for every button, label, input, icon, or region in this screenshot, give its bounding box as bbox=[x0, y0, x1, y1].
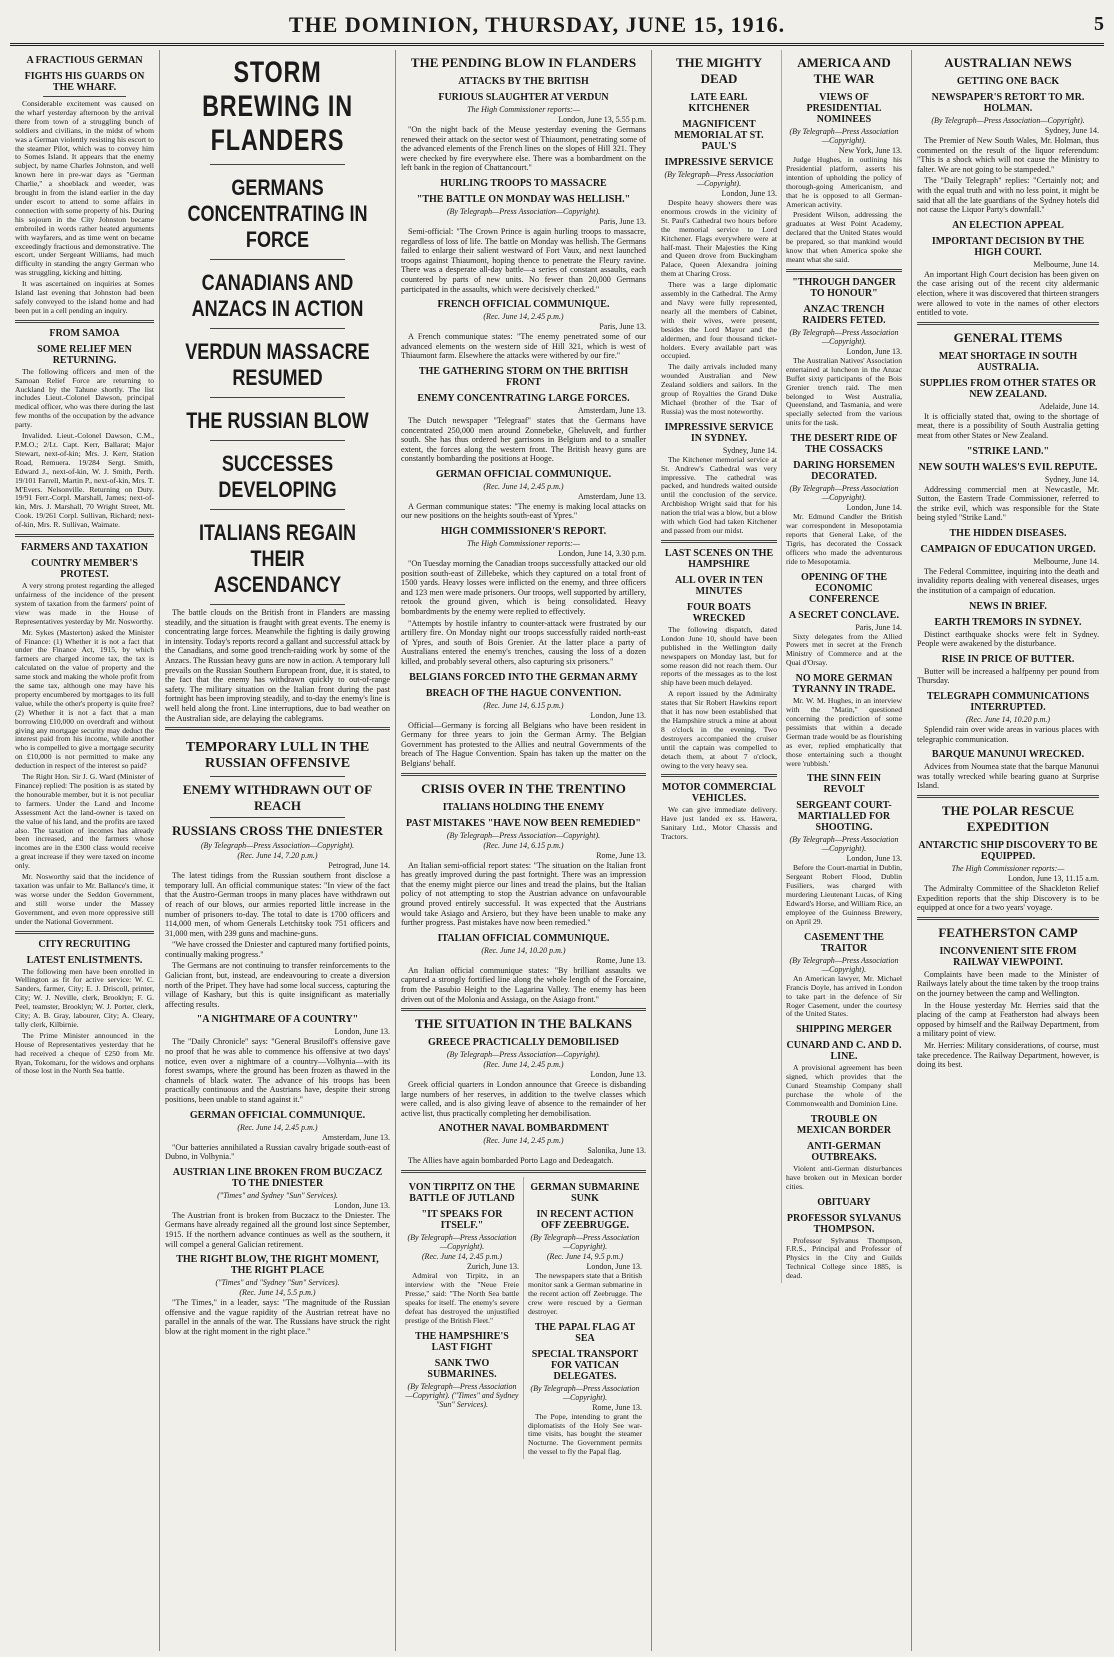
byline: (By Telegraph—Press Association—Copyright). bbox=[446, 206, 601, 216]
divider bbox=[15, 534, 154, 537]
article-paragraph: Mr. Edmund Candler the British war correspondent in Mesopotamia reports that General Lake, of the Tigris, has decorated the Cossack officers who made the adventurous ride to Mesopotamia. bbox=[786, 512, 902, 566]
subhead: "THE BATTLE ON MONDAY WAS HELLISH." bbox=[416, 193, 631, 205]
subhead: ATTACKS BY THE BRITISH bbox=[458, 76, 589, 87]
article-paragraph: The "Daily Chronicle" says: "General Brusiloff's offensive gave no proof that he was able to commence his offensive at two days' notice, even over a nightmare of a country—Volhynia—with its forest swamps, where the ground has been frozen as thawed in the channels of black water. The advance of his troops has been practically continuous and the Austrians have, despite their strong positions, been unable to stand against it." bbox=[165, 1037, 390, 1104]
dateline: London, June 13. bbox=[846, 854, 902, 864]
byline: (By Telegraph—Press Association—Copyright). bbox=[789, 327, 899, 346]
subhead: "A NIGHTMARE OF A COUNTRY" bbox=[196, 1014, 359, 1026]
divider bbox=[210, 328, 345, 329]
article-paragraph: An Italian semi-official report states: "The situation on the Italian front has greatly improved during the past fortnight. There was an impression that the enemy might pierce our lines and tread the plains, but the Italian policy of not attempting to stop the Austrian advance on unfavourable ground proved entirely successful. It was expected that the Austrians would take Asiago and Arsiero, but they have been unable to make any further progress. Past mistakes have now been remedied." bbox=[401, 860, 646, 928]
sub-column-right bbox=[524, 1177, 646, 1459]
dateline: London, June 13, 11.15 a.m. bbox=[1007, 874, 1099, 883]
dateline: London, June 13. bbox=[721, 189, 777, 198]
byline: ("Times" and "Sydney "Sun" Services). bbox=[215, 1278, 340, 1288]
column-2 bbox=[160, 50, 396, 1651]
headline: TROUBLE ON MEXICAN BORDER bbox=[796, 1113, 892, 1136]
dateline: London, June 13. bbox=[846, 346, 902, 356]
received-time: (Rec. June 14, 2.45 p.m.) bbox=[483, 312, 564, 322]
subhead: VON TIRPITZ ON THE BATTLE OF JUTLAND bbox=[408, 1182, 516, 1205]
article-paragraph: "On the night back of the Meuse yesterday evening the Germans renewed their attack on the sector west of Thiaumont, penetrating some of the advanced elements of the French lines on the slopes of Hill 321. They were checked by fire everywhere else. There was a bombardment on the left bank in the region of Chattancourt." bbox=[401, 125, 646, 173]
sub-column-left bbox=[401, 1177, 524, 1459]
byline: (By Telegraph—Press Association—Copyright). bbox=[931, 116, 1085, 125]
byline: (By Telegraph—Press Association—Copyright). ("Times" and Sydney "Sun" Services). bbox=[405, 1381, 519, 1409]
article-paragraph: The Austrian front is broken from Buczacz to the Dniester. The Germans have already regained all the ground lost since September, 1915. If the northern advance continues as well as the southern, it will compel a general Galician retirement. bbox=[165, 1210, 390, 1249]
headline: CANADIANS AND ANZACS IN ACTION bbox=[191, 270, 364, 321]
received-time: (Rec. June 14, 2.45 p.m.) bbox=[421, 1252, 503, 1262]
article-paragraph: "Attempts by hostile infantry to counter-attack were frustrated by our artillery fire. On Monday night our troops successfully raided north-east of Ypres, and south of Bois Grenier. At the latter place a party of Australians entered the enemy's trenches, causing the loss of a dozen killed, and probably several others, also capturing six prisoners." bbox=[401, 618, 646, 666]
headline: THE DESERT RIDE OF THE COSSACKS bbox=[790, 433, 898, 456]
sub-columns bbox=[657, 50, 906, 1283]
subhead: ANZAC TRENCH RAIDERS FETED. bbox=[802, 303, 886, 326]
subhead: DARING HORSEMEN DECORATED. bbox=[793, 460, 895, 483]
article-paragraph: The following officers and men of the Samoan Relief Force are returning to Auckland by the Tahune shortly. The list includes Lieut.-Colonel Dawson, principal medical officer, who was there during the last few months of the occupation by the advance party. bbox=[15, 366, 154, 430]
subhead: SANK TWO SUBMARINES. bbox=[427, 1357, 497, 1380]
byline: (By Telegraph—Press Association—Copyright). bbox=[789, 955, 899, 974]
subhead: ANOTHER NAVAL BOMBARDMENT bbox=[438, 1123, 609, 1135]
article-paragraph: The Prime Minister announced in the House of Representatives yesterday that he had received a cheque of £250 from Mr. Ryan, Tokomaru, for the widows and orphans of those lost in the North Sea battle. bbox=[15, 1030, 154, 1076]
dateline: Zurich, June 13. bbox=[467, 1262, 519, 1272]
headline: THE POLAR RESCUE EXPEDITION bbox=[941, 803, 1075, 834]
headline: FROM SAMOA bbox=[49, 327, 120, 339]
subhead: IMPORTANT DECISION BY THE HIGH COURT. bbox=[931, 235, 1085, 258]
headline: FARMERS AND TAXATION bbox=[20, 542, 149, 554]
received-time: (Rec. June 14, 2.45 p.m.) bbox=[483, 1060, 564, 1070]
divider bbox=[165, 727, 390, 730]
article-paragraph: The Admiralty Committee of the Shackleton Relief Expedition reports that the ship Discovery is to be equipped at once for a two years' voyage. bbox=[917, 884, 1099, 913]
received-time: (Rec. June 14, 10.20 p.m.) bbox=[965, 715, 1051, 725]
headline: CITY RECRUITING bbox=[38, 938, 131, 950]
received-time: (Rec. June 14, 2.45 p.m.) bbox=[237, 1122, 318, 1132]
article-paragraph: Distinct earthquake shocks were felt in Sydney. People were awakened by the disturbance. bbox=[917, 629, 1099, 649]
article-paragraph: Mr. Sykes (Masterton) asked the Minister of Finance: (1) Whether it is not a fact that under the Finance Act, 1915, by which farmers are charged income tax, the tax is calculated on the value of property and the same stock and making the whole profit from the same tax, although one may have his property encumbered by mortgages to its full value, while the other's property is quite free? (2) Whether it is not a fact that a man borrowing £10,000 on overdraft and without giving any mortgage security may deduct the interest paid from his income, while another who is compelled to give a mortgage security on £10,000 is not permitted to make any deduction in respect of the interest so paid? bbox=[15, 627, 154, 771]
article-paragraph: Butter will be increased a halfpenny per pound from Thursday. bbox=[917, 666, 1099, 686]
subhead: PAST MISTAKES "HAVE NOW BEEN REMEDIED" bbox=[406, 817, 641, 829]
headline: THE PENDING BLOW IN FLANDERS bbox=[410, 55, 637, 70]
subhead: MAGNIFICENT MEMORIAL AT ST. PAUL'S bbox=[674, 119, 764, 152]
dateline: Sydney, June 14. bbox=[1044, 126, 1099, 135]
headline: OPENING OF THE ECONOMIC CONFERENCE bbox=[800, 571, 888, 605]
subhead: MEAT SHORTAGE IN SOUTH AUSTRALIA. bbox=[938, 350, 1078, 373]
article-paragraph: The newspapers state that a British monitor sank a German submarine in the recent action off Zeebrugge. The crew were rescued by a German destroyer. bbox=[528, 1271, 642, 1316]
dateline: Paris, June 13. bbox=[599, 322, 646, 332]
byline: (By Telegraph—Press Association—Copyright). bbox=[446, 1050, 601, 1060]
dateline: London, June 13. bbox=[590, 710, 646, 720]
headline: OBITUARY bbox=[817, 1196, 871, 1208]
byline: (By Telegraph—Press Association—Copyright). bbox=[530, 1383, 640, 1402]
main-headline: STORM BREWING IN FLANDERS bbox=[202, 56, 353, 157]
subhead: THE HAMPSHIRE'S LAST FIGHT bbox=[415, 1330, 509, 1353]
article-paragraph: "On Tuesday morning the Canadian troops successfully attacked our old position south-east of Zillebeke, which they captured on a total front of 1500 yards. Heavy losses were inflicted on the enemy, and three officers and 123 men were made prisoners. Our troops, well supported by artillery, retook the ground given, which is being consolidated. Heavy bombardments by the enemy were replied to effectively. bbox=[401, 559, 646, 617]
subhead: THE PAPAL FLAG AT SEA bbox=[534, 1321, 636, 1344]
received-time: (Rec. June 14, 7.20 p.m.) bbox=[237, 851, 318, 861]
article-paragraph: Greek official quarters in London announce that Greece is disbanding large numbers of her reserves, in addition to the twelve classes which were called, and is also giving leave of absence to the remainder of her active list, thus practically completing her demobilisation. bbox=[401, 1080, 646, 1118]
divider bbox=[401, 773, 646, 776]
divider bbox=[15, 320, 154, 323]
article-paragraph: The Federal Committee, inquiring into the death and invalidity reports dealing with venereal diseases, urges the institution of a campaign of education. bbox=[917, 566, 1099, 596]
divider bbox=[401, 1170, 646, 1173]
subhead: "IT SPEAKS FOR ITSELF." bbox=[421, 1209, 503, 1232]
article-paragraph: "We have crossed the Dniester and captured many fortified points, continually making progress." bbox=[165, 940, 390, 959]
headline: THE MIGHTY DEAD bbox=[675, 55, 763, 86]
byline: ("Times" and Sydney "Sun" Services). bbox=[217, 1190, 338, 1200]
article-paragraph: Before the Court-martial in Dublin, Sergeant Robert Flood, Dublin Fusiliers, was charged with murdering Lieutenant Lucas, of King Edward's Horse, and William Rice, an employee of the Guinness Brewery, on April 29. bbox=[786, 863, 902, 926]
subhead: RISE IN PRICE OF BUTTER. bbox=[941, 653, 1075, 665]
received-time: (Rec. June 14, 9.5 p.m.) bbox=[546, 1252, 624, 1262]
article-paragraph: Invalided. Lieut.-Colonel Dawson, C.M., P.M.O.; 2/Lt. Capt. Kerr, Ballarat; Major Stewart, next-of-kin; Mrs. J. Kerr, Station Road, Remuera. 19/284 Sergt. Smith, Edward J., next-of-kin, W. J. Smith, Perth. 19/101 Farrell, Martin P., next-of-kin, Mrs. T. M'Evers. Nelsonville. Returning on Duty. 19/91 Ferr.-Corpl. Marshall, James; next-of-kin, Mrs. J. Marshall, 70 Wright Street, Mt. Cook. 19/261 Corpl. Sullivan, Richard; next-of-kin, Mrs. R. Sullivan, Waimate. bbox=[15, 431, 154, 530]
divider bbox=[210, 604, 345, 605]
byline: The High Commissioner reports:— bbox=[467, 105, 580, 114]
dateline: London, June 13. bbox=[334, 1027, 390, 1037]
dateline: Melbourne, June 14. bbox=[1033, 259, 1099, 269]
subhead: GETTING ONE BACK bbox=[956, 76, 1060, 87]
received-time: (Rec. June 14, 2.45 p.m.) bbox=[483, 481, 564, 491]
page-number: 5 bbox=[1094, 13, 1104, 35]
column-5 bbox=[912, 50, 1104, 1651]
divider bbox=[917, 795, 1099, 798]
dateline: Petrograd, June 14. bbox=[328, 861, 390, 871]
dateline: Amsterdam, June 13. bbox=[578, 491, 646, 501]
article-paragraph: An Italian official communique states: "By brilliant assaults we captured a strongly fortified line along the whole length of the Forcaine, from the Pasubio Height to the Lagarina Valley. The enemy has been driven out of the Molonia and Assiaga, on the Asiago front." bbox=[401, 965, 646, 1004]
advert-heading: MOTOR COMMERCIAL VEHICLES. bbox=[662, 782, 776, 805]
dateline: Sydney, June 14. bbox=[1044, 474, 1099, 484]
subhead: EARTH TREMORS IN SYDNEY. bbox=[934, 616, 1082, 628]
divider bbox=[210, 776, 345, 777]
article-paragraph: "Our batteries annihilated a Russian cavalry brigade south-east of Dubno, in Volhynia." bbox=[165, 1142, 390, 1162]
subhead: THE RIGHT BLOW, THE RIGHT MOMENT, THE RIGHT PLACE bbox=[176, 1254, 379, 1277]
subhead: COUNTRY MEMBER'S PROTEST. bbox=[31, 558, 138, 581]
subhead: SOME RELIEF MEN RETURNING. bbox=[37, 343, 132, 366]
article-paragraph: Violent anti-German disturbances have broken out in Mexican border cities. bbox=[786, 1163, 902, 1191]
article-paragraph: An American lawyer, Mr. Michael Francis Doyle, has arrived in London to take part in the defence of Sir Roger Casement, under the courtesy of the United States. bbox=[786, 973, 902, 1019]
subhead: PROFESSOR SYLVANUS THOMPSON. bbox=[786, 1212, 902, 1235]
article-paragraph: Official—Germany is forcing all Belgians who have been resident in Germany for three years to join the German Army. The Belgian Government has protested to the Allies and neutral Governments of the breach of The Hague Convention. Spain has taken up the matter on the Belgians' behalf. bbox=[401, 720, 646, 768]
byline: (By Telegraph—Press Association—Copyright). bbox=[789, 835, 899, 854]
headline: AN ELECTION APPEAL bbox=[952, 219, 1064, 231]
subhead: SPECIAL TRANSPORT FOR VATICAN DELEGATES. bbox=[531, 1348, 639, 1382]
divider bbox=[210, 164, 345, 165]
subhead: BREACH OF THE HAGUE CONVENTION. bbox=[425, 687, 622, 699]
subhead: RUSSIANS CROSS THE DNIESTER bbox=[171, 823, 384, 839]
divider bbox=[43, 96, 126, 97]
divider bbox=[917, 322, 1099, 325]
headline: "THROUGH DANGER TO HONOUR" bbox=[792, 276, 896, 299]
received-time: (Rec. June 14, 10.20 p.m.) bbox=[481, 945, 566, 955]
subhead: GREECE PRACTICALLY DEMOBILISED bbox=[428, 1037, 619, 1049]
headline: GERMANS CONCENTRATING IN FORCE bbox=[187, 175, 368, 252]
byline: (By Telegraph—Press Association—Copyright). bbox=[789, 127, 899, 145]
subhead: A SECRET CONCLAVE. bbox=[789, 609, 899, 621]
subhead: FIGHTS HIS GUARDS ON THE WHARF. bbox=[24, 71, 145, 93]
subhead: ANTARCTIC SHIP DISCOVERY TO BE EQUIPPED. bbox=[918, 840, 1098, 862]
received-time: (Rec. June 14, 5.5 p.m.) bbox=[239, 1288, 316, 1298]
article-paragraph: "The Times," in a leader, says: "The magnitude of the Russian offensive and the vague rapidity of the Austrian retreat have no parallel in the annals of the war. The Russians have struck the right blow at the right moment in the right place." bbox=[165, 1298, 390, 1336]
article-paragraph: A very strong protest regarding the alleged unfairness of the incidence of the present system of taxation from the farmers' point of view was made in the House of Representatives yesterday by Mr. Nosworthy. bbox=[15, 581, 154, 626]
article-paragraph: Sixty delegates from the Allied Powers met in secret at the French Ministry of Commerce and at the Quai d'Orsay. bbox=[786, 631, 902, 668]
dateline: Paris, June 14. bbox=[855, 622, 902, 632]
divider bbox=[786, 269, 902, 272]
headline: VERDUN MASSACRE RESUMED bbox=[185, 339, 370, 390]
dateline: Rome, June 13. bbox=[592, 1402, 642, 1412]
article-paragraph: The "Daily Telegraph" replies: "Certainly not; and with the equal truth and with no less point, it might be said that all the late guardians of the Sydney hotels did not cause the Liquor Party's downfall." bbox=[917, 176, 1099, 215]
divider bbox=[210, 817, 345, 818]
article-paragraph: Complaints have been made to the Minister of Railways lately about the time taken by the troop trains on the journey between the camp and Wellington. bbox=[917, 969, 1099, 998]
subhead: IMPRESSIVE SERVICE IN SYDNEY. bbox=[664, 421, 774, 444]
article-paragraph: President Wilson, addressing the graduates at West Point Academy, declared that the United States would be prepared, so that mankind would know that when America spoke she meant what she said. bbox=[786, 210, 902, 264]
divider bbox=[210, 259, 345, 260]
dateline: New York, June 13. bbox=[838, 146, 902, 155]
article-paragraph: In the House yesterday Mr. Herries said that the placing of the camp at Featherston had always been opposed by himself and the Railway Department, from a military point of view. bbox=[917, 1000, 1099, 1039]
divider bbox=[210, 440, 345, 441]
dateline: London, June 14. bbox=[846, 503, 902, 513]
divider bbox=[917, 917, 1099, 920]
article-paragraph: Mr. Nosworthy said that the incidence of taxation was unfair to Mr. Ballance's time, it was worse under the Seddon Government, and still worse under the Massey Government, and even more oppressive still under the National Government. bbox=[15, 872, 154, 926]
subhead: GERMAN SUBMARINE SUNK bbox=[530, 1182, 640, 1205]
byline: The High Commissioner reports:— bbox=[951, 864, 1065, 873]
article-paragraph: Splendid rain over wide areas in various places with telegraphic communication. bbox=[917, 725, 1099, 744]
headline: AUSTRALIAN NEWS bbox=[944, 55, 1072, 70]
article-paragraph: There was a large diplomatic assembly in the Cathedral. The Army and Navy were fully represented, nearly all the members of Cabinet, with their wives, were present, besides the Lord Mayor and the aldermen, and four thousand ticket-holders. Every available part was occupied. bbox=[661, 280, 777, 361]
headline: SUCCESSES DEVELOPING bbox=[218, 451, 337, 502]
article-paragraph: A German communique states: "The enemy is making local attacks on our new positions on the heights south-east of Ypres." bbox=[401, 501, 646, 521]
subhead: THE HIDDEN DISEASES. bbox=[949, 527, 1067, 539]
divider bbox=[401, 1008, 646, 1011]
headline: SHIPPING MERGER bbox=[796, 1024, 892, 1036]
headline: CASEMENT THE TRAITOR bbox=[804, 931, 884, 954]
article-paragraph: Admiral von Tirpitz, in an interview with the "Neue Freie Presse," said: "The North Sea battle speaks for itself. The enemy's severe defeat has destroyed the unjustified prestige of the British Fleet." bbox=[405, 1271, 519, 1325]
headline: A FRACTIOUS GERMAN bbox=[26, 55, 143, 66]
dateline: Amsterdam, June 13. bbox=[322, 1132, 390, 1142]
article-paragraph: Mr. W. M. Hughes, in an interview with the "Matin," questioned concerning the prediction of some pessimists that within a decade German trade would be as flourishing as ever, replied emphatically that those entertaining such a thought were 'rubbish.' bbox=[786, 696, 902, 768]
article-paragraph: The Pope, intending to grant the diplomatists of the Holy See war-time visits, has bought the steamer Nocturne. The Government permits the vessel to fly the Papal flag. bbox=[528, 1411, 642, 1457]
subhead: NEWSPAPER'S RETORT TO MR. HOLMAN. bbox=[931, 92, 1085, 114]
masthead bbox=[10, 6, 1104, 46]
article-paragraph: Semi-official: "The Crown Prince is again hurling troops to massacre, regardless of loss of life. The battle on Monday was hellish. The Germans failed to enlarge their salient westward of Fort Vaux, and next launched troops against Thiaumont, hoping thence to penetrate the Fleury ravine. There was a desperate all-day battle—a series of constant assaults, each countered by parts of new units. No fewer than 20,000 Germans participated in the assaults, which were decisively checked." bbox=[401, 226, 646, 294]
article-paragraph: A provisional agreement has been signed, which provides that the Cunard Steamship Company shall purchase the whole of the Commonwealth and Dominion Line. bbox=[786, 1063, 902, 1108]
subhead: HURLING TROOPS TO MASSACRE bbox=[440, 177, 607, 189]
subhead: ITALIANS HOLDING THE ENEMY bbox=[442, 801, 605, 813]
article-paragraph: The Australian Natives' Association entertained at luncheon in the Anzac Buffet sixty participants of the Bois Grenier trench raid. The men belonged to West Australia, Queensland, and Tasmania, and were specially selected from the various units for the task. bbox=[786, 355, 902, 428]
dateline: Paris, June 13. bbox=[599, 216, 646, 226]
article-paragraph: A report issued by the Admiralty states that Sir Robert Hawkins report that it has now been established that the Hampshire struck a mine at about 8 o'clock in the evening. Two destroyers accompanied the cruiser until the captain was compelled to detach them, at about 7 o'clock, owing to the very heavy sea. bbox=[661, 689, 777, 770]
byline: (By Telegraph—Press Association—Copyright). bbox=[530, 1233, 640, 1252]
article-paragraph: A French communique states: "The enemy penetrated some of our advanced elements on the western side of Hill 321, which is west of Thiaumont farm. Elsewhere the attacks were withered by our fire." bbox=[401, 332, 646, 361]
subhead: IMPRESSIVE SERVICE bbox=[664, 157, 774, 168]
article-paragraph: Considerable excitement was caused on the wharf yesterday afternoon by the arrival there from town of a struggling bunch of soldiers and civilians, in the midst of whom was a German violently resisting his escort to the steamer Pilot, which was to convey him to Somes Island. It appears that the enemy subject, by name Charles Johnston, and well known here in pre-war days as "German Charlie," a shoeblack and weeder, was brought in from the island earlier in the day under escort to attend to some affairs in connection with some property of his. During his sojourn in the City Johnston became embroiled in words rather heated arguments with wayfarers, and as time went on became exceedingly fractious and demonstrative. The escort, under Sergeant Williams, had much difficulty in standing the angry German who was struggling, kicking and hitting. bbox=[15, 99, 154, 278]
sub-column-left bbox=[657, 50, 782, 1283]
article-paragraph: An important High Court decision has been given on the case arising out of the recent city aldermanic election, where it was discovered that thirteen strangers were allowed to vote in the names of other electors entitled to vote. bbox=[917, 269, 1099, 318]
dateline: London, June 13, 5.55 p.m. bbox=[558, 115, 646, 124]
received-time: (Rec. June 14, 2.45 p.m.) bbox=[483, 1136, 564, 1146]
article-paragraph: The Premier of New South Wales, Mr. Holman, thus commented on the result of the liquor referendum: "This is a shock which will not cause the Ministry to falter. We are not going to be stampeded." bbox=[917, 136, 1099, 174]
column-3 bbox=[396, 50, 652, 1651]
headline: GENERAL ITEMS bbox=[953, 329, 1063, 345]
subhead: LATE EARL KITCHENER bbox=[688, 92, 750, 114]
byline: (By Telegraph—Press Association—Copyright). bbox=[200, 841, 355, 851]
byline: (By Telegraph—Press Association—Copyright). bbox=[446, 830, 601, 840]
article-paragraph: Despite heavy showers there was enormous crowds in the vicinity of St. Paul's Cathedral two hours before the memorial service to Lord Kitchener. Flags everywhere were at half-mast. Their Majesties the King and Queen drove from Buckingham Palace, Queen Alexandra joining them at Charing Cross. bbox=[661, 198, 777, 279]
subhead: BELGIANS FORCED INTO THE GERMAN ARMY bbox=[409, 671, 638, 683]
article-paragraph: The Right Hon. Sir J. G. Ward (Minister of Finance) replied: The position is as stated by the honourable member, but it is not peculiar to farmers. Under the Land and Income Assessment Act the land-owner is taxed on the value of his land, and the profits are taxed also. The taxation of incomes has already been increased, and the farmers whose incomes are in the £300 class would receive a great increase if they were taxed on income only. bbox=[15, 772, 154, 871]
columns bbox=[10, 50, 1104, 1651]
headline: AMERICA AND THE WAR bbox=[797, 55, 891, 86]
subhead: FOUR BOATS WRECKED bbox=[687, 601, 751, 624]
subhead: INCONVENIENT SITE FROM RAILWAY VIEWPOINT. bbox=[939, 945, 1077, 968]
article-paragraph: The following dispatch, dated London June 10, should have been published in the Wellington daily newspapers on Monday last, but for some reason did not reach them. Our reports of the messages as to the lost ship have been much delayed. bbox=[661, 624, 777, 688]
subhead: ANTI-GERMAN OUTBREAKS. bbox=[807, 1140, 881, 1163]
divider bbox=[15, 931, 154, 934]
headline: FEATHERSTON CAMP bbox=[938, 924, 1078, 940]
dateline: London, June 14, 3.30 p.m. bbox=[558, 549, 646, 559]
headline: CRISIS OVER IN THE TRENTINO bbox=[421, 780, 626, 796]
subhead: ITALIAN OFFICIAL COMMUNIQUE. bbox=[437, 932, 610, 944]
dateline: Amsterdam, June 13. bbox=[578, 405, 646, 415]
article-paragraph: The Allies have again bombarded Porto Lago and Dedeagatch. bbox=[408, 1156, 614, 1166]
dateline: Sydney, June 14. bbox=[722, 445, 777, 455]
article-paragraph: The Kitchener memorial service at St. Andrew's Cathedral was very impressive. The cathedral was packed, and hundreds waited outside until the conclusion of the service. Archbishop Wright said that for his nation the trial was a blow, but a blow with which God had taken Kitchener and passed from our midst. bbox=[661, 454, 777, 535]
article-paragraph: Mr. Herries: Military considerations, of course, must take precedence. The Railway Department, however, is doing its best. bbox=[917, 1040, 1099, 1070]
subhead: NEW SOUTH WALES'S EVIL REPUTE. bbox=[918, 461, 1098, 473]
headline: LAST SCENES ON THE HAMPSHIRE bbox=[664, 547, 774, 570]
sub-column-right bbox=[782, 50, 906, 1283]
headline: THE SITUATION IN THE BALKANS bbox=[415, 1016, 632, 1032]
article-paragraph: The daily arrivals included many wounded Australian and New Zealand soldiers and sailors. In the group of Royalties the Grand Duke Michael (brother of the Tsar of Russia) was the most noteworthy. bbox=[661, 362, 777, 416]
subhead: GERMAN OFFICIAL COMMUNIQUE. bbox=[189, 1109, 366, 1121]
article-paragraph: The Dutch newspaper "Telegraaf" states that the Germans have concentrated 250,000 men around Zonnebeke, Gheluvelt, and further south. She has thus ordered her garrisons in Belgium and to a smaller extent, the forces along the western front. The British heavy guns are constantly bombarding the positions at Hooge. bbox=[401, 415, 646, 464]
article-paragraph: It is officially stated that, owing to the shortage of meat, there is a possibility of South Australia getting meat from other States or New Zealand. bbox=[917, 411, 1099, 440]
subhead: ENEMY WITHDRAWN OUT OF REACH bbox=[182, 782, 373, 814]
subhead: "STRIKE LAND." bbox=[966, 445, 1050, 457]
dateline: London, June 13. bbox=[586, 1262, 642, 1272]
subhead: FURIOUS SLAUGHTER AT VERDUN bbox=[438, 92, 609, 103]
subhead: LATEST ENLISTMENTS. bbox=[26, 954, 143, 966]
divider bbox=[210, 397, 345, 398]
article-paragraph: The latest tidings from the Russian southern front disclose a temporary lull. An official communique states: "In view of the fact that the Austro-German troops in many places have withdrawn out of reach of our blows, our armies reported little increase in the number of prisoners to-day. The total to date is 1700 officers and 114,000 men, of whom Generals Letchitsky took 751 officers and 31,000 men, with 239 guns and machine-guns. bbox=[165, 871, 390, 938]
subhead: FRENCH OFFICIAL COMMUNIQUE. bbox=[437, 299, 610, 311]
byline: (By Telegraph—Press Association—Copyright). bbox=[664, 170, 774, 188]
divider bbox=[661, 540, 777, 543]
subhead: ENEMY CONCENTRATING LARGE FORCES. bbox=[417, 392, 630, 404]
dateline: Adelaide, June 14. bbox=[1039, 401, 1099, 411]
dateline: London, June 13. bbox=[590, 1070, 646, 1080]
subhead: AUSTRIAN LINE BROKEN FROM BUCZACZ TO THE DNIESTER bbox=[172, 1166, 383, 1189]
dateline: Melbourne, June 14. bbox=[1033, 556, 1099, 566]
subhead: SUPPLIES FROM OTHER STATES OR NEW ZEALAND. bbox=[919, 377, 1097, 400]
subhead: NO MORE GERMAN TYRANNY IN TRADE. bbox=[792, 673, 896, 696]
subhead: THE GATHERING STORM ON THE BRITISH FRONT bbox=[418, 365, 629, 388]
subhead: BARQUE MANUNUI WRECKED. bbox=[931, 749, 1085, 761]
subhead: IN RECENT ACTION OFF ZEEBRUGGE. bbox=[536, 1209, 634, 1232]
dateline: Rome, June 13. bbox=[596, 850, 646, 860]
column-1 bbox=[10, 50, 160, 1651]
article-paragraph: It was ascertained on inquiries at Somes Island last evening that Johnston had been safely conveyed to the island home and had been put in a cell pending an inquiry. bbox=[15, 279, 154, 315]
headline: TEMPORARY LULL IN THE RUSSIAN OFFENSIVE bbox=[185, 740, 370, 772]
article-paragraph: The Germans are not continuing to transfer reinforcements to the Galician front, but, instead, are endeavouring to create a diversion north of the Pripet. They have had some local success, capturing the village of Kashary, but this is quite insignificant as materially affecting results. bbox=[165, 961, 390, 1009]
dateline: Rome, June 13. bbox=[596, 955, 646, 965]
dateline: Salonika, June 13. bbox=[587, 1146, 646, 1156]
byline: (By Telegraph—Press Association—Copyright). bbox=[407, 1233, 517, 1252]
article-paragraph: Advices from Noumea state that the barque Manunui was totally wrecked while bearing guano at Surprise Island. bbox=[917, 762, 1099, 791]
subhead: VIEWS OF PRESIDENTIAL NOMINEES bbox=[806, 92, 882, 125]
divider bbox=[210, 509, 345, 510]
headline: THE SINN FEIN REVOLT bbox=[807, 773, 881, 796]
advert-text: We can give immediate delivery. Have just landed ex ss. Hawera, Sanitary Ltd., Motor Chassis and Tractors. bbox=[661, 805, 777, 842]
column-4 bbox=[652, 50, 912, 1651]
subhead: NEWS IN BRIEF. bbox=[969, 600, 1047, 612]
subhead: TELEGRAPH COMMUNICATIONS INTERRUPTED. bbox=[926, 691, 1090, 714]
byline: The High Commissioner reports:— bbox=[467, 539, 580, 549]
article-paragraph: Addressing commercial men at Newcastle, Mr. Sutton, the Eastern Trade Commissioner, referred to the strike evil, which was responsible for the State being styled "Strike Land." bbox=[917, 484, 1099, 523]
subhead: HIGH COMMISSIONER'S REPORT. bbox=[440, 526, 607, 538]
article-paragraph: Professor Sylvanus Thompson, F.R.S., Principal and Professor of Physics in the City and Guilds Technical College since 1885, is dead. bbox=[786, 1235, 902, 1281]
dateline: London, June 13. bbox=[334, 1200, 390, 1210]
subhead: SERGEANT COURT-MARTIALLED FOR SHOOTING. bbox=[796, 800, 892, 834]
masthead-title: THE DOMINION, THURSDAY, JUNE 15, 1916. bbox=[288, 11, 786, 37]
subhead: CAMPAIGN OF EDUCATION URGED. bbox=[920, 543, 1096, 555]
received-time: (Rec. June 14, 6.15 p.m.) bbox=[483, 700, 564, 710]
headline: THE RUSSIAN BLOW bbox=[186, 408, 369, 433]
article-paragraph: Judge Hughes, in outlining his Presidential platform, asserts his intention of upholding the policy of thorough-going Americanism, and that he is opposed to all German-American activity. bbox=[786, 155, 902, 209]
divider bbox=[661, 774, 777, 777]
subhead: ALL OVER IN TEN MINUTES bbox=[675, 574, 763, 597]
subhead: CUNARD AND C. AND D. LINE. bbox=[786, 1040, 902, 1063]
sub-columns bbox=[401, 1177, 646, 1459]
headline: ITALIANS REGAIN THEIR ASCENDANCY bbox=[198, 520, 357, 597]
article-paragraph: The following men have been enrolled in Wellington as fit for active service: W. C. Sanders, farmer, City; E. J. Driscoll, printer, City; W. J. Neville, clerk, Brooklyn; F. G. Peel, teamster, Brooklyn; W. J. Porter, clerk, City; A. B. Gray, labourer, City; A. Cleary, tally clerk, Kilbirnie. bbox=[15, 966, 154, 1029]
byline: (By Telegraph—Press Association—Copyright). bbox=[789, 484, 899, 503]
subhead: GERMAN OFFICIAL COMMUNIQUE. bbox=[435, 468, 612, 480]
article-paragraph: The battle clouds on the British front in Flanders are massing steadily, and the situation is fraught with great events. The enemy is concentrating large forces. Meanwhile the fighting is daily growing in intensity. Today's reports record a gallant and successful attack by the Canadians, and some good trench-raiding work by some of the Anzacs. The Russian heavy guns are now in action. A temporary lull prevails on the Russian Southern European front, due, it is stated, to the fact that the enemy has withdrawn quickly to out-of-range safety. The military situation on the Italian front during the past fortnight has been improving steadily, and to-day the enemy's line is well held along the front. Line interruptions, due to bad weather on the Australian side, are delaying the cablegrams. bbox=[165, 608, 390, 723]
received-time: (Rec. June 14, 6.15 p.m.) bbox=[483, 840, 564, 850]
